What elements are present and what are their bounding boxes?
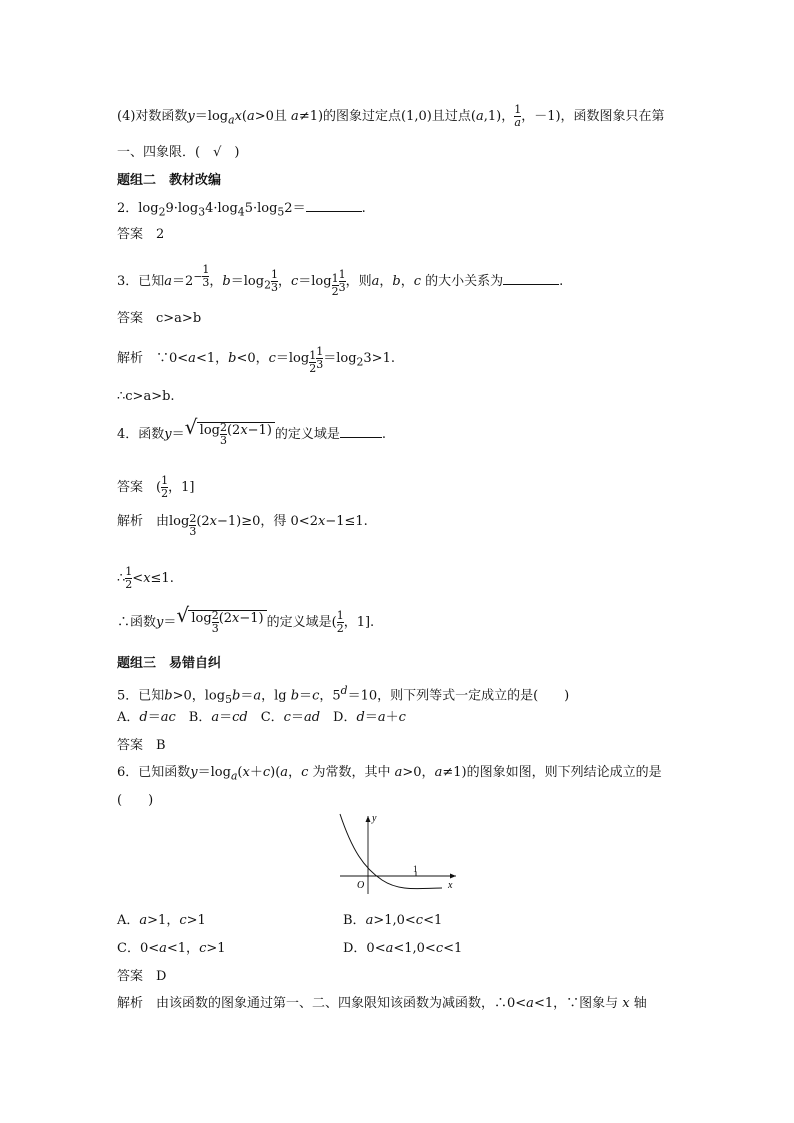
q4-blank[interactable]	[340, 425, 382, 438]
group3-heading: 题组三 易错自纠	[117, 656, 222, 671]
x-axis-arrow	[450, 874, 456, 879]
q4-solution-3: ∴函数y＝ √ log $_{\frac{2}{3}}$ (2x−1) 的定义域是( $\frac{1}{2}$ ，1].	[117, 603, 375, 636]
q5-answer: 答案 B	[117, 738, 166, 753]
group2-heading: 题组二 教材改编	[117, 173, 222, 188]
q6-options-row2	[117, 940, 462, 958]
q6-solution: 解析 由该函数的图象通过第一、二、四象限知该函数为减函数，∴0<a<1，∵图象与 x 轴	[117, 996, 647, 1011]
q6-option-c: C．0<a<1，c>1	[117, 941, 226, 956]
q4-solution: 解析 由log $_{\frac{2}{3}}$ (2x−1)≥0，得 0<2x−1≤1.	[117, 512, 368, 539]
q5-line: 5．已知b>0，$\log_5b=a$，lg b＝c，$5^d=10$，则下列等式一定成立的是( )	[117, 684, 570, 706]
q6-paren: ( )	[117, 793, 154, 808]
q6-answer: 答案 D	[117, 969, 167, 984]
q3-line: 3．已知$a=2^{- \frac{1}{3}}$ ，$b=\log_2$ $\frac{1}{3}$ ，c＝log $_{\frac{1}{2}}$ $\frac{1}{3}$ ，则a，b，c 的大小关系为 .	[117, 263, 564, 298]
q4-line: 4．函数y＝ √ log $_{\frac{2}{3}}$ (2x−1) 的定义域是 .	[117, 415, 387, 448]
q6-option-b: B．a>1,0<c<1	[343, 913, 443, 928]
q2-blank[interactable]	[306, 199, 362, 212]
origin-label: O	[357, 880, 365, 891]
q4-answer: 答案 ( $\frac{1}{2}$ ，1]	[117, 474, 195, 500]
q6-options-row1	[117, 912, 442, 930]
q6-line: 6．已知函数$y=\log_a(x+c)(a$，c 为常数，其中 a>0，a≠1)的图象如图，则下列结论成立的是	[117, 765, 662, 783]
q3-answer: 答案 c>a>b	[117, 311, 202, 326]
q3-blank[interactable]	[503, 272, 559, 285]
q4-property-cont: 一、四象限．( √ )	[117, 145, 240, 160]
q3-solution-2: ∴c>a>b.	[117, 389, 175, 404]
q5-options: A．d＝ac B．a＝cd C．c＝ad D．d＝a＋c	[117, 710, 406, 725]
q4-property-line: (4)对数函数$y=\log_ax(a>0$且 a≠1)的图象过定点(1,0)且过点(a,1)， $\frac{1}{a}$ ，－1)，函数图象只在第	[117, 103, 665, 129]
q6-graph	[330, 810, 466, 896]
y-axis-label: y	[372, 813, 377, 824]
q6-option-d: D．0<a<1,0<c<1	[343, 941, 463, 956]
q2-answer: 答案 2	[117, 227, 165, 242]
function-curve	[340, 814, 442, 889]
q6-option-a: A．a>1，c>1	[117, 913, 206, 928]
q3-solution: 解析 ∵0<a<1，b<0，c＝log $_{\frac{1}{2}}$ $\frac{1}{3}$ $=\log_23>1$.	[117, 345, 395, 376]
x-axis-label: x	[448, 880, 453, 891]
tick-label-1: 1	[413, 864, 418, 874]
y-axis-arrow	[366, 816, 371, 822]
q2-line: 2．$\log_29\cdot\log_34\cdot\log_45\cdot\log_52=$ .	[117, 201, 366, 219]
q4-solution-2: ∴ $\frac{1}{2}$ <x≤1.	[117, 565, 174, 591]
